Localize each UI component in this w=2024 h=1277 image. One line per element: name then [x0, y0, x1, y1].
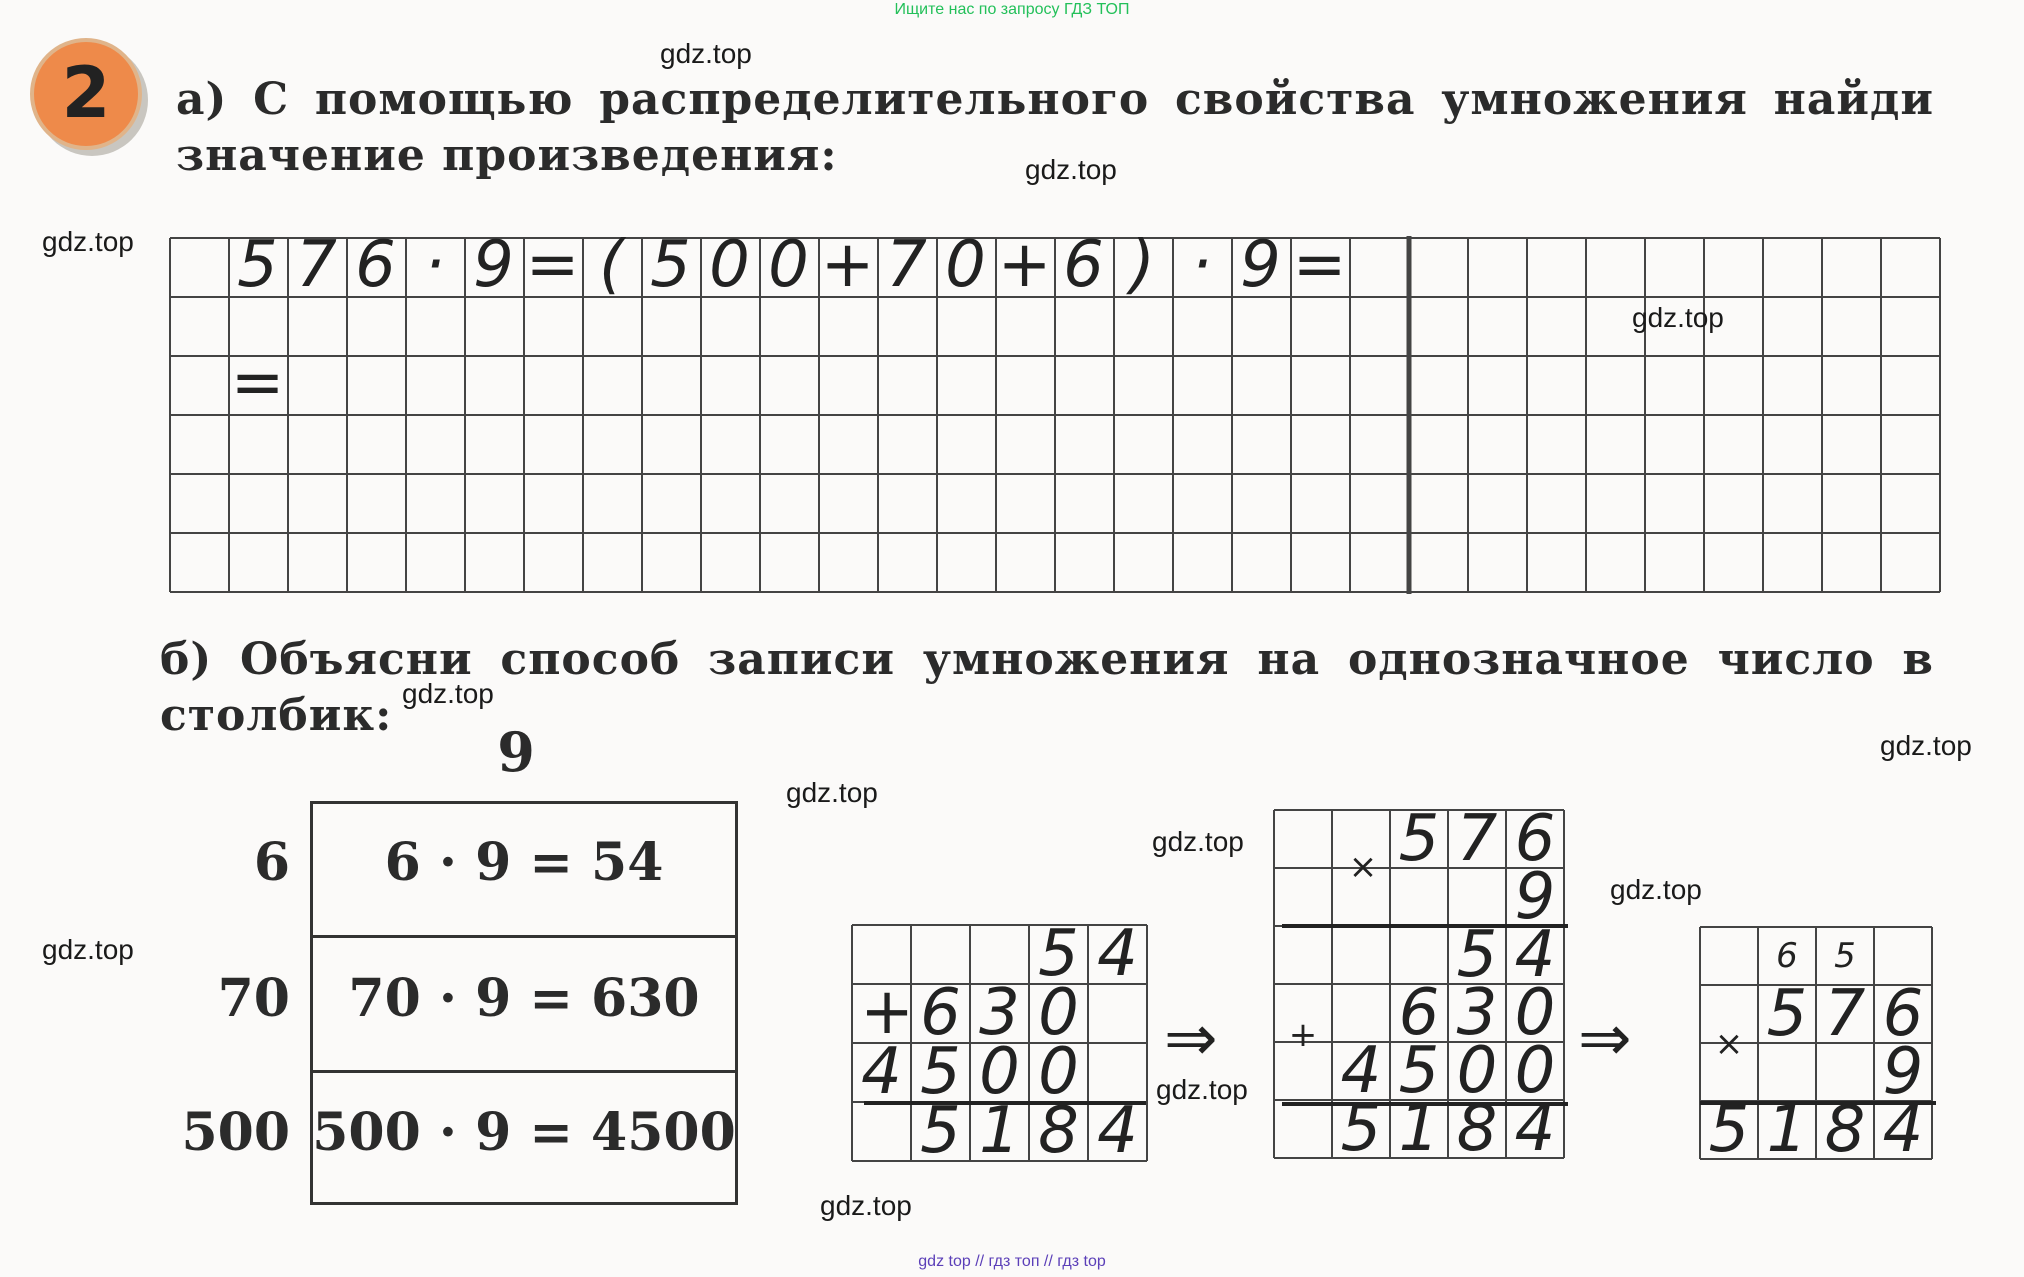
row-expression: 6 · 9 = 54: [384, 832, 664, 893]
part-a-line1: а) С помощью распределительного свойства умножения найди: [176, 74, 1934, 125]
handwritten-digit: 6: [1514, 802, 1556, 876]
handwritten-digit: 0: [1514, 976, 1556, 1050]
handwritten-digit: 4: [1514, 1092, 1556, 1166]
handwritten-digit: 9: [1882, 1035, 1924, 1109]
watermark: gdz.top: [402, 678, 494, 709]
handwritten-digit: 5: [650, 228, 691, 302]
handwritten-digit: 4: [1514, 918, 1556, 992]
handwritten-digit: 0: [945, 228, 986, 302]
handwritten-digit: =: [230, 346, 285, 420]
handwritten-digit: 8: [1038, 1094, 1079, 1168]
handwritten-digit: 6: [1063, 228, 1104, 302]
handwritten-digit: 0: [709, 228, 750, 302]
watermark: gdz.top: [1025, 154, 1117, 185]
handwritten-digit: ×: [1348, 847, 1378, 887]
handwritten-digit: 0: [1038, 1035, 1079, 1109]
handwritten-digit: ): [1130, 228, 1155, 302]
handwritten-digit: 8: [1456, 1092, 1498, 1166]
handwritten-digit: 3: [979, 976, 1020, 1050]
part-b-line2: столбик:: [160, 690, 393, 741]
watermark: gdz.top: [1632, 302, 1724, 333]
handwritten-digit: 4: [1340, 1034, 1382, 1108]
handwritten-digit: 6: [355, 228, 396, 302]
row-label: 6: [253, 832, 290, 893]
handwritten-digit: 0: [1514, 1034, 1556, 1108]
part-a-line2: значение произведения:: [176, 130, 838, 181]
task-number-badge: [30, 38, 142, 150]
handwritten-digit: 5: [1766, 977, 1808, 1051]
handwritten-digit: 8: [1824, 1093, 1866, 1167]
handwritten-digit: 1: [1398, 1092, 1440, 1166]
watermark: gdz.top: [786, 777, 878, 808]
handwritten-digit: 6: [1776, 936, 1798, 976]
handwritten-digit: =: [1292, 228, 1347, 302]
handwritten-digit: +: [820, 228, 875, 302]
handwritten-digit: ·: [1191, 228, 1212, 302]
handwritten-digit: 7: [886, 228, 927, 302]
bottom-banner: gdz top // гдз топ // гдз top: [918, 1253, 1106, 1270]
handwritten-digit: 6: [1398, 976, 1440, 1050]
watermark: gdz.top: [660, 38, 752, 69]
table-multiplier: 9: [497, 720, 535, 784]
handwritten-digit: 5: [920, 1094, 961, 1168]
handwritten-digit: 9: [473, 228, 514, 302]
handwritten-digit: 9: [1240, 228, 1281, 302]
handwritten-digit: 5: [920, 1035, 961, 1109]
handwritten-digit: 4: [1097, 917, 1138, 991]
handwritten-digit: 4: [1097, 1094, 1138, 1168]
handwritten-digit: 3: [1456, 976, 1498, 1050]
watermark: gdz.top: [1880, 730, 1972, 761]
handwritten-digit: +: [1288, 1015, 1318, 1055]
handwritten-digit: 5: [1708, 1093, 1750, 1167]
handwritten-digit: 5: [237, 228, 278, 302]
task-number: 2: [61, 52, 111, 134]
handwritten-digit: 5: [1398, 1034, 1440, 1108]
handwritten-digit: ×: [1714, 1024, 1744, 1064]
handwritten-digit: 5: [1340, 1092, 1382, 1166]
handwritten-digit: 5: [1038, 917, 1079, 991]
arrow-2: ⇒: [1578, 1002, 1632, 1076]
top-banner: Ищите нас по запросу ГДЗ ТОП: [894, 1, 1130, 18]
row-expression: 70 · 9 = 630: [348, 968, 700, 1029]
handwritten-digit: 6: [1882, 977, 1924, 1051]
watermark: gdz.top: [42, 226, 134, 257]
watermark: gdz.top: [820, 1190, 912, 1221]
handwritten-digit: 5: [1456, 918, 1498, 992]
handwritten-digit: ·: [424, 228, 445, 302]
handwritten-digit: 6: [920, 976, 961, 1050]
handwritten-digit: 1: [979, 1094, 1020, 1168]
watermark: gdz.top: [1152, 826, 1244, 857]
part-b-line1: б) Объясни способ записи умножения на однозначное число в: [160, 634, 1934, 685]
handwritten-digit: +: [997, 228, 1052, 302]
handwritten-digit: 5: [1398, 802, 1440, 876]
handwritten-digit: 0: [1456, 1034, 1498, 1108]
row-label: 70: [217, 968, 290, 1029]
row-label: 500: [181, 1102, 290, 1163]
handwritten-digit: 0: [1038, 976, 1079, 1050]
handwritten-digit: 7: [1456, 802, 1498, 876]
handwritten-digit: 1: [1766, 1093, 1808, 1167]
watermark: gdz.top: [1610, 874, 1702, 905]
handwritten-digit: 7: [296, 228, 337, 302]
handwritten-digit: (: [599, 228, 624, 302]
row-expression: 500 · 9 = 4500: [312, 1102, 736, 1163]
handwritten-digit: 0: [979, 1035, 1020, 1109]
handwritten-digit: 0: [768, 228, 809, 302]
handwritten-digit: 4: [861, 1035, 902, 1109]
handwritten-digit: 9: [1514, 860, 1556, 934]
handwritten-digit: 7: [1824, 977, 1866, 1051]
plus-sign: +: [860, 975, 914, 1049]
arrow-1: ⇒: [1164, 1002, 1218, 1076]
watermark: gdz.top: [42, 934, 134, 965]
watermark: gdz.top: [1156, 1074, 1248, 1105]
handwritten-digit: 5: [1834, 936, 1856, 976]
handwritten-digit: 4: [1882, 1093, 1924, 1167]
handwritten-digit: =: [525, 228, 580, 302]
